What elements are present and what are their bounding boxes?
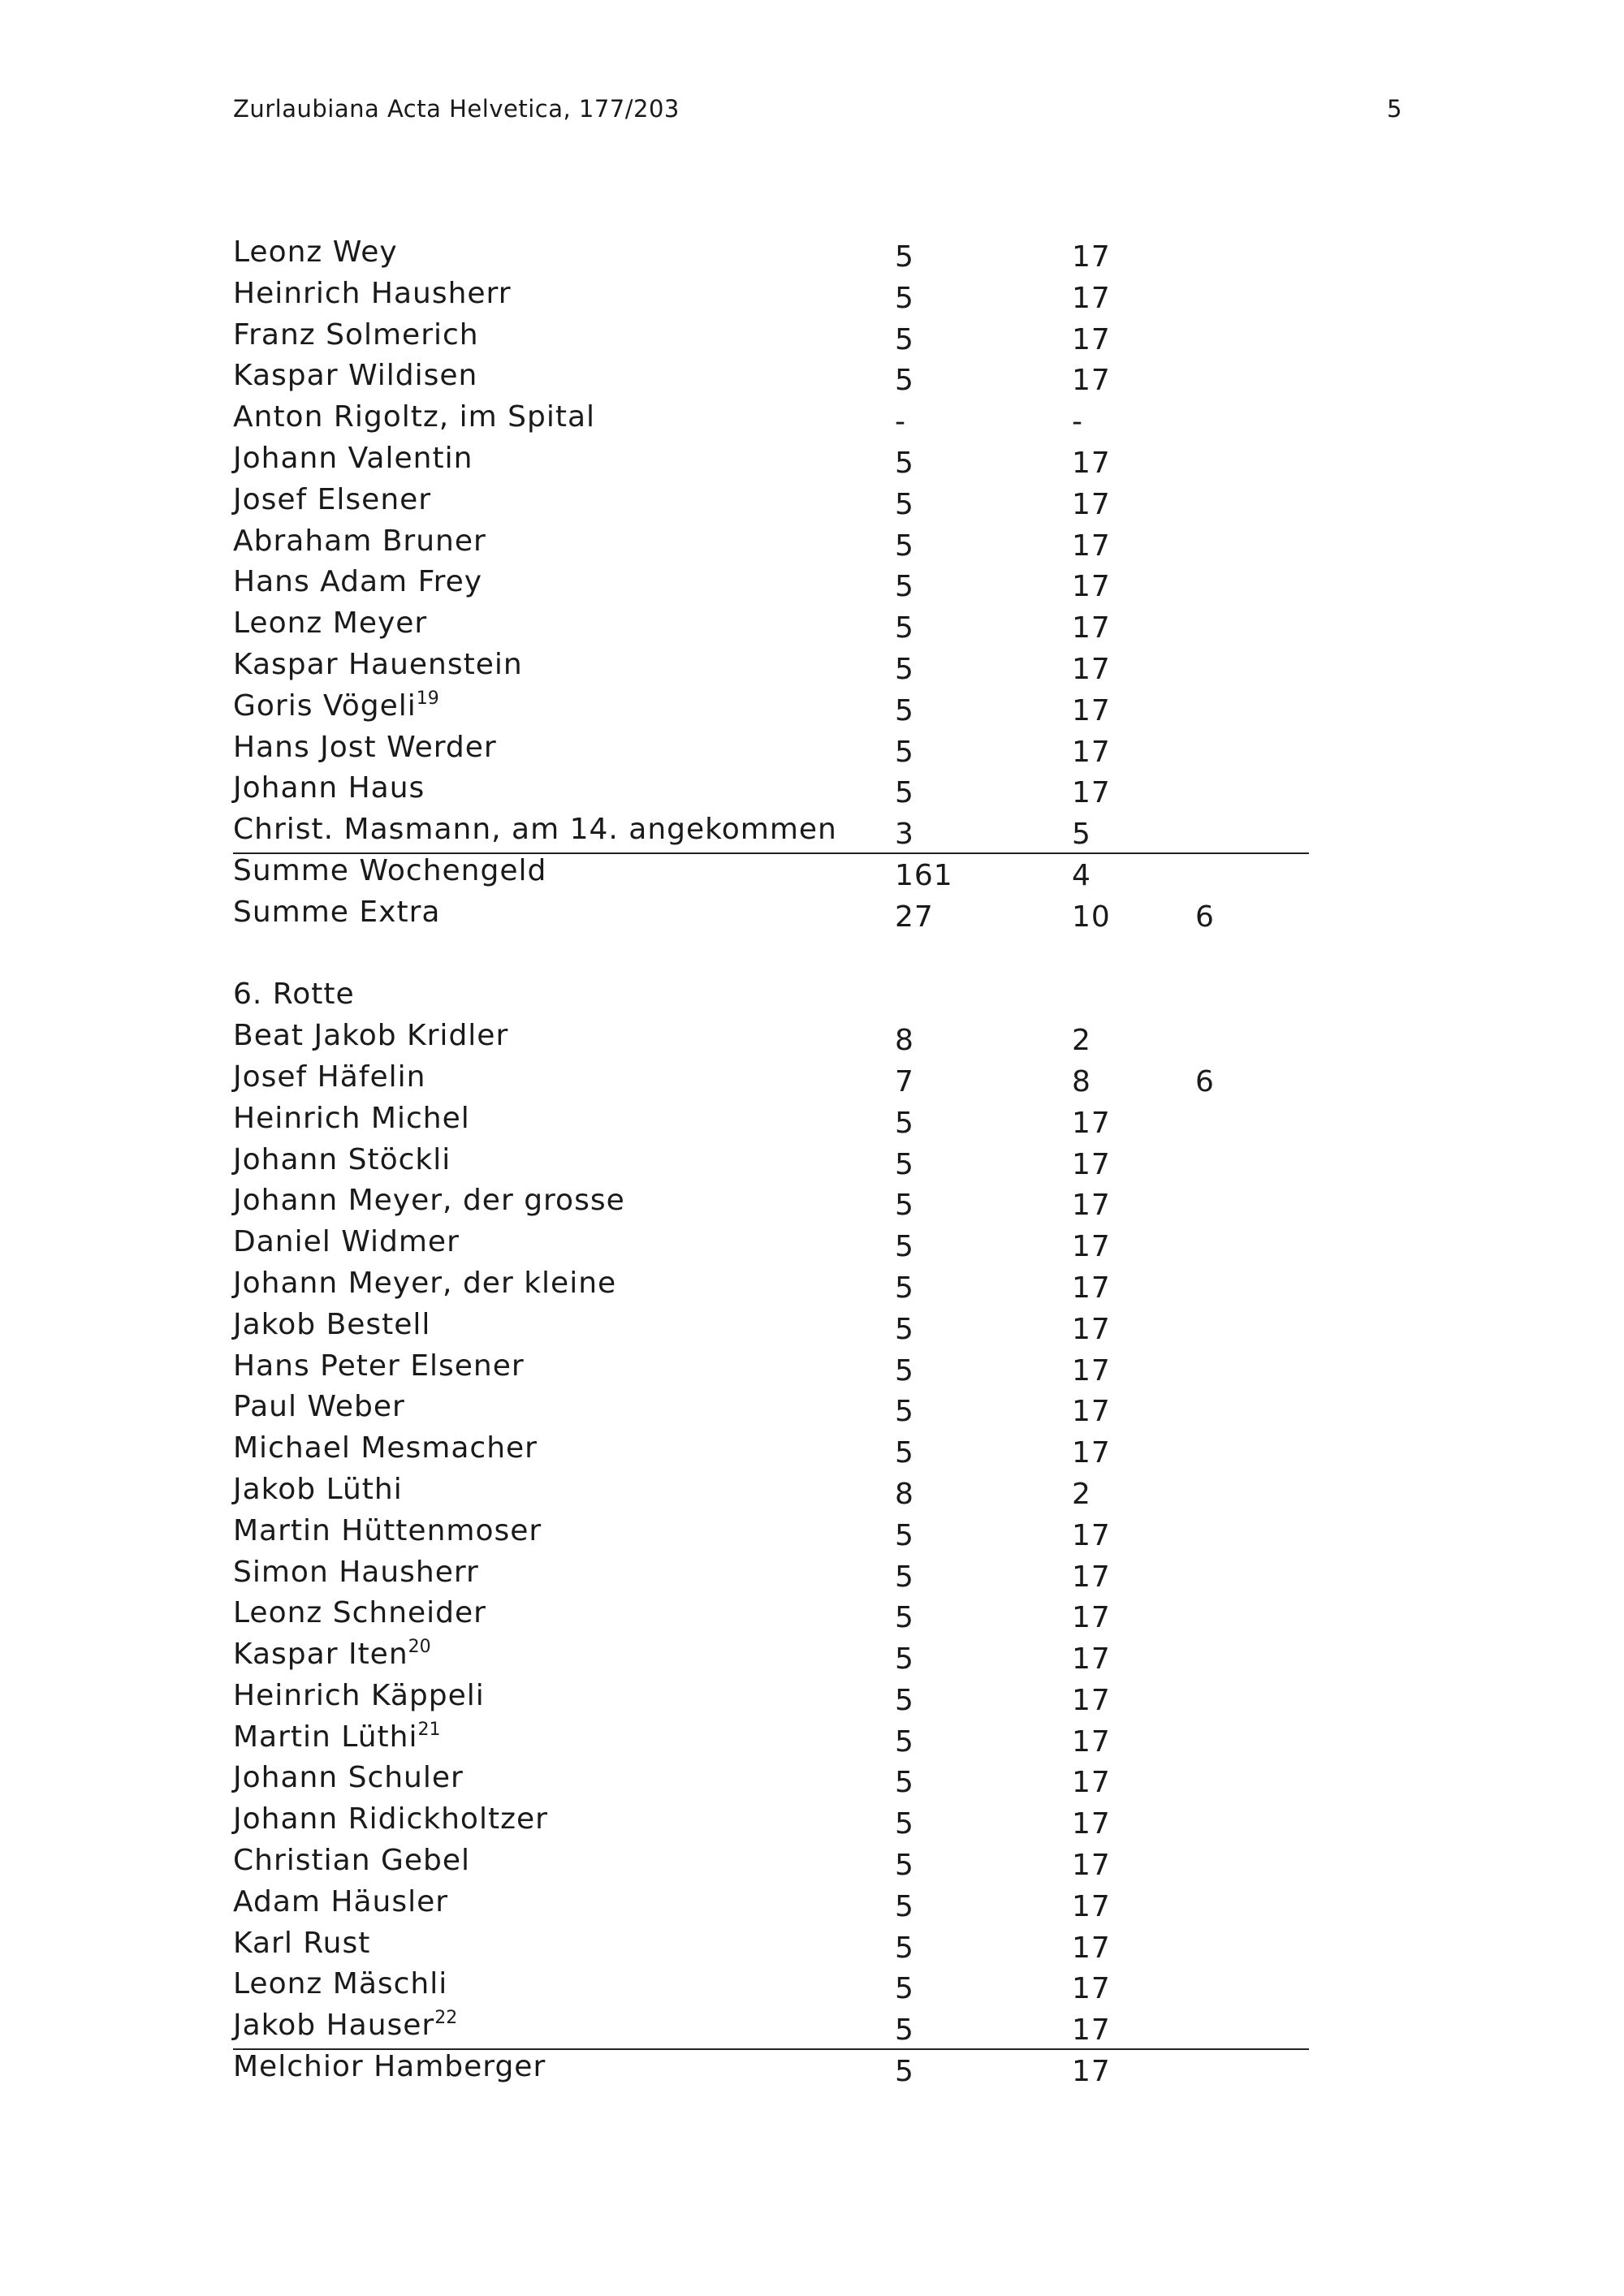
value-c1: 5 <box>895 2013 914 2048</box>
value-c1: 8 <box>895 1477 914 1511</box>
value-c1: 5 <box>895 1436 914 1470</box>
table-row <box>233 689 1309 731</box>
table-row <box>233 1060 1309 1102</box>
value-c2: 17 <box>1072 1724 1111 1759</box>
value-c1: 5 <box>895 1312 914 1346</box>
entry-name: Karl Rust <box>233 1926 371 1960</box>
table-row <box>233 565 1309 606</box>
value-c3: 6 <box>1195 900 1215 934</box>
value-c1: 5 <box>895 1601 914 1635</box>
value-c2: 17 <box>1072 570 1111 604</box>
table-row <box>233 1514 1309 1556</box>
entry-name: Franz Solmerich <box>233 317 479 352</box>
value-c2: 17 <box>1072 281 1111 315</box>
value-c1: 5 <box>895 529 914 563</box>
value-c2: 17 <box>1072 2013 1111 2048</box>
page-number: 5 <box>1387 95 1402 123</box>
value-c1: 161 <box>895 858 953 892</box>
value-c2: 17 <box>1072 1395 1111 1429</box>
table-row <box>233 400 1309 442</box>
entry-name: Leonz Mäschli <box>233 1967 448 2001</box>
entry-name: Heinrich Hausherr <box>233 276 512 310</box>
value-c1: 3 <box>895 818 914 852</box>
value-c1: 5 <box>895 1931 914 1965</box>
entry-name: Kaspar Hauenstein <box>233 647 523 681</box>
value-c2: 17 <box>1072 693 1111 727</box>
entry-name: Leonz Wey <box>233 235 398 269</box>
value-c2: 17 <box>1072 1312 1111 1346</box>
value-c2: 17 <box>1072 322 1111 356</box>
page-header <box>233 95 1402 127</box>
value-c1: 5 <box>895 1560 914 1594</box>
value-c1: 5 <box>895 1353 914 1388</box>
table-row <box>233 731 1309 772</box>
value-c3: 6 <box>1195 1064 1215 1098</box>
value-c2: 17 <box>1072 1889 1111 1923</box>
value-c2: 17 <box>1072 1683 1111 1717</box>
table-row <box>233 854 1309 896</box>
value-c2: 17 <box>1072 1106 1111 1140</box>
value-c1: 5 <box>895 1230 914 1264</box>
table-row <box>233 1844 1309 1885</box>
value-c1: 5 <box>895 322 914 356</box>
table-row <box>233 1102 1309 1143</box>
table-row <box>233 483 1309 524</box>
table-row <box>233 1349 1309 1391</box>
value-c1: 27 <box>895 900 934 934</box>
value-c2: 17 <box>1072 1353 1111 1388</box>
value-c1: 8 <box>895 1024 914 1058</box>
value-c1: 5 <box>895 776 914 810</box>
table-row <box>233 1679 1309 1720</box>
value-c1: 5 <box>895 1766 914 1800</box>
value-c2: 8 <box>1072 1064 1091 1098</box>
entry-name: Jakob Bestell <box>233 1307 431 1341</box>
entry-name: 6. Rotte <box>233 978 355 1012</box>
value-c2: 17 <box>1072 1271 1111 1305</box>
entry-name: Heinrich Michel <box>233 1101 470 1135</box>
table-row <box>233 277 1309 318</box>
entry-name: Heinrich Käppeli <box>233 1678 485 1712</box>
value-c1: 5 <box>895 1518 914 1552</box>
entry-name: Martin Lüthi$^{21}$ <box>233 1719 441 1754</box>
entry-name: Josef Häfelin <box>233 1060 426 1094</box>
entry-name: Beat Jakob Kridler <box>233 1019 509 1053</box>
table-row <box>233 359 1309 400</box>
value-c2: 17 <box>1072 1601 1111 1635</box>
table-row <box>233 1638 1309 1679</box>
value-c2: 17 <box>1072 776 1111 810</box>
footnote-ref: 21 <box>417 1719 441 1740</box>
table-row <box>233 2009 1309 2050</box>
entry-name: Hans Jost Werder <box>233 730 497 764</box>
value-c2: - <box>1072 405 1083 439</box>
table-row <box>233 1967 1309 2009</box>
entry-name: Kaspar Iten$^{20}$ <box>233 1637 431 1672</box>
value-c2: 4 <box>1072 858 1091 892</box>
entry-name: Hans Adam Frey <box>233 565 483 599</box>
value-c1: 5 <box>895 281 914 315</box>
table-row <box>233 771 1309 813</box>
footnote-ref: 20 <box>408 1637 431 1658</box>
entry-name: Abraham Bruner <box>233 524 486 558</box>
entry-name: Goris Vögeli$^{19}$ <box>233 688 439 723</box>
value-c1: 5 <box>895 652 914 686</box>
value-c2: 17 <box>1072 1931 1111 1965</box>
table-row <box>233 1431 1309 1473</box>
entry-name: Summe Extra <box>233 895 441 929</box>
value-c1: 5 <box>895 1889 914 1923</box>
entry-name: Summe Wochengeld <box>233 853 547 887</box>
entry-name: Johann Schuler <box>233 1761 464 1795</box>
value-c1: 7 <box>895 1064 914 1098</box>
table-row <box>233 318 1309 360</box>
entry-name: Leonz Meyer <box>233 606 428 641</box>
value-c1: 5 <box>895 240 914 274</box>
table-row <box>233 606 1309 648</box>
table-row <box>233 1761 1309 1802</box>
value-c1: 5 <box>895 487 914 521</box>
value-c2: 17 <box>1072 735 1111 769</box>
value-c2: 17 <box>1072 529 1111 563</box>
value-c2: 17 <box>1072 1436 1111 1470</box>
table-row <box>233 648 1309 689</box>
value-c1: 5 <box>895 1271 914 1305</box>
entry-name: Christian Gebel <box>233 1844 470 1878</box>
entry-name: Simon Hausherr <box>233 1555 479 1589</box>
value-c1: 5 <box>895 735 914 769</box>
value-c2: 17 <box>1072 1560 1111 1594</box>
value-c2: 17 <box>1072 1766 1111 1800</box>
spacer-row <box>233 937 1309 978</box>
entry-name: Leonz Schneider <box>233 1596 486 1630</box>
entry-name: Christ. Masmann, am 14. angekommen <box>233 813 837 847</box>
value-c2: 17 <box>1072 2055 1111 2089</box>
value-c2: 17 <box>1072 240 1111 274</box>
table-row <box>233 1927 1309 1968</box>
entry-name: Paul Weber <box>233 1390 405 1424</box>
table-row <box>233 1802 1309 1844</box>
entry-name: Johann Ridickholtzer <box>233 1802 548 1836</box>
value-c2: 2 <box>1072 1024 1091 1058</box>
entry-name: Anton Rigoltz, im Spital <box>233 400 596 434</box>
table-row <box>233 1308 1309 1349</box>
table-row <box>233 1885 1309 1927</box>
table-row <box>233 1184 1309 1225</box>
value-c1: 5 <box>895 1807 914 1841</box>
value-c2: 17 <box>1072 1147 1111 1181</box>
value-c1: 5 <box>895 1147 914 1181</box>
value-c2: 17 <box>1072 1972 1111 2006</box>
table-row <box>233 442 1309 483</box>
value-c1: 5 <box>895 1189 914 1223</box>
value-c2: 17 <box>1072 487 1111 521</box>
table-row <box>233 1143 1309 1185</box>
entry-name: Johann Valentin <box>233 441 473 475</box>
entry-name: Johann Meyer, der kleine <box>233 1266 617 1300</box>
entry-name: Josef Elsener <box>233 482 432 516</box>
entry-name: Jakob Lüthi <box>233 1472 403 1506</box>
table-row <box>233 1019 1309 1060</box>
table-row <box>233 1267 1309 1308</box>
value-c2: 17 <box>1072 1849 1111 1883</box>
value-c1: 5 <box>895 1683 914 1717</box>
entry-name: Johann Stöckli <box>233 1142 451 1176</box>
value-c2: 5 <box>1072 818 1091 852</box>
table-row <box>233 1473 1309 1514</box>
entry-name: Adam Häusler <box>233 1884 449 1918</box>
table-row <box>233 896 1309 937</box>
table-row <box>233 1720 1309 1762</box>
entry-name: Melchior Hamberger <box>233 2050 546 2084</box>
value-c1: 5 <box>895 570 914 604</box>
value-c1: 5 <box>895 446 914 480</box>
table-row <box>233 524 1309 566</box>
payment-list <box>233 235 1309 2091</box>
table-row <box>233 813 1309 854</box>
value-c2: 17 <box>1072 1642 1111 1677</box>
value-c2: 17 <box>1072 1518 1111 1552</box>
table-row <box>233 1390 1309 1431</box>
value-c2: 17 <box>1072 652 1111 686</box>
value-c2: 17 <box>1072 1230 1111 1264</box>
entry-name: Jakob Hauser$^{22}$ <box>233 2008 458 2043</box>
value-c1: 5 <box>895 611 914 645</box>
value-c1: 5 <box>895 1395 914 1429</box>
value-c2: 17 <box>1072 364 1111 398</box>
footnote-ref: 19 <box>416 688 439 709</box>
entry-name: Johann Meyer, der grosse <box>233 1184 625 1218</box>
value-c1: 5 <box>895 693 914 727</box>
table-row <box>233 2050 1309 2091</box>
table-row <box>233 1556 1309 1597</box>
value-c2: 10 <box>1072 900 1111 934</box>
entry-name: Daniel Widmer <box>233 1225 460 1259</box>
value-c1: 5 <box>895 364 914 398</box>
value-c2: 2 <box>1072 1477 1091 1511</box>
entry-name: Michael Mesmacher <box>233 1431 538 1465</box>
table-row <box>233 235 1309 277</box>
table-row <box>233 1225 1309 1267</box>
value-c1: 5 <box>895 1724 914 1759</box>
entry-name: Johann Haus <box>233 771 425 805</box>
footnote-ref: 22 <box>434 2008 458 2029</box>
value-c2: 17 <box>1072 1807 1111 1841</box>
running-title: Zurlaubiana Acta Helvetica, 177/203 <box>233 95 680 123</box>
value-c1: 5 <box>895 1849 914 1883</box>
value-c2: 17 <box>1072 611 1111 645</box>
value-c1: 5 <box>895 1972 914 2006</box>
value-c1: - <box>895 405 906 439</box>
value-c1: 5 <box>895 1642 914 1677</box>
entry-name: Kaspar Wildisen <box>233 359 478 393</box>
table-row <box>233 1596 1309 1638</box>
value-c2: 17 <box>1072 446 1111 480</box>
entry-name: Martin Hüttenmoser <box>233 1513 542 1547</box>
value-c2: 17 <box>1072 1189 1111 1223</box>
value-c1: 5 <box>895 2055 914 2089</box>
table-row <box>233 978 1309 1019</box>
value-c1: 5 <box>895 1106 914 1140</box>
entry-name: Hans Peter Elsener <box>233 1349 525 1383</box>
